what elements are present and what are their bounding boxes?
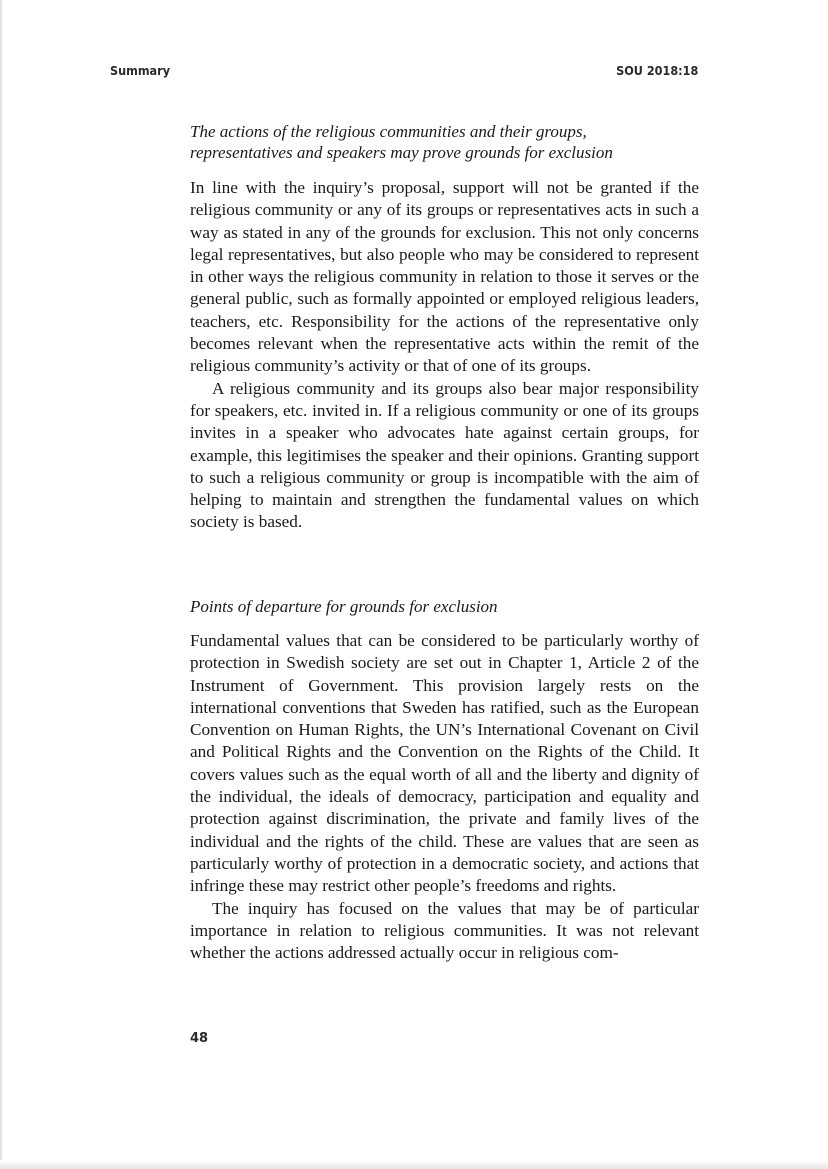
- paragraph: The inquiry has focused on the values that may be of particular importance in relation to religious communities. It was not relevant whether the actions addressed actually occur in religious com-: [190, 898, 699, 963]
- paragraph: Fundamental values that can be considered to be particularly worthy of protection in Swedish society are set out in Chapter 1, Article 2 of the Instrument of Government. This provision largely rests on the international conventions that Sweden has ratified, such as the European Convention on Human Rights, the UN’s International Covenant on Civil and Political Rights and the Convention on the Rights of the Child. It covers values such as the equal worth of all and the liberty and dignity of the individual, the ideals of democracy, participation and equality and protection against discrimination, the private and family lives of the individual and the rights of the child. These are values that are seen as particularly worthy of protection in a democratic society, and actions that infringe these may restrict other people’s freedoms and rights.: [190, 631, 699, 896]
- paragraph: In line with the inquiry’s proposal, support will not be granted if the religious community or any of its groups or representatives acts in such a way as stated in any of the grounds for exclusion. This not only concerns legal representatives, but also people who may be considered to represent in other ways the religious community in relation to those it serves or the general public, such as formally appointed or employed religious leaders, teachers, etc. Responsibility for the actions of the representative only becomes relevant when the representative acts within the remit of the religious community’s activity or that of one of its groups.: [190, 178, 699, 376]
- heading-line: The actions of the religious communities and their groups,: [190, 122, 587, 141]
- page-bottom-shadow: [0, 1160, 828, 1169]
- page-number: 48: [190, 1031, 209, 1046]
- section-body-exclusion-actions: [190, 177, 699, 534]
- running-header-report-id: SOU 2018:18: [615, 63, 698, 78]
- heading-line: representatives and speakers may prove grounds for exclusion: [190, 143, 613, 162]
- section-heading-exclusion-actions: [190, 121, 700, 163]
- section-body-points-of-departure: [190, 630, 699, 964]
- paragraph: A religious community and its groups also bear major responsibility for speakers, etc. invited in. If a religious community or one of its groups invites in a speaker who advocates hate against certain groups, for example, this legitimises the speaker and their opinions. Granting support to such a religious community or group is incompatible with the aim of helping to maintain and strengthen the fundamental values on which society is based.: [190, 378, 699, 532]
- running-header-section: Summary: [110, 63, 171, 78]
- section-heading-points-of-departure: Points of departure for grounds for exclusion: [190, 597, 498, 616]
- page-edge-shadow: [0, 0, 3, 1169]
